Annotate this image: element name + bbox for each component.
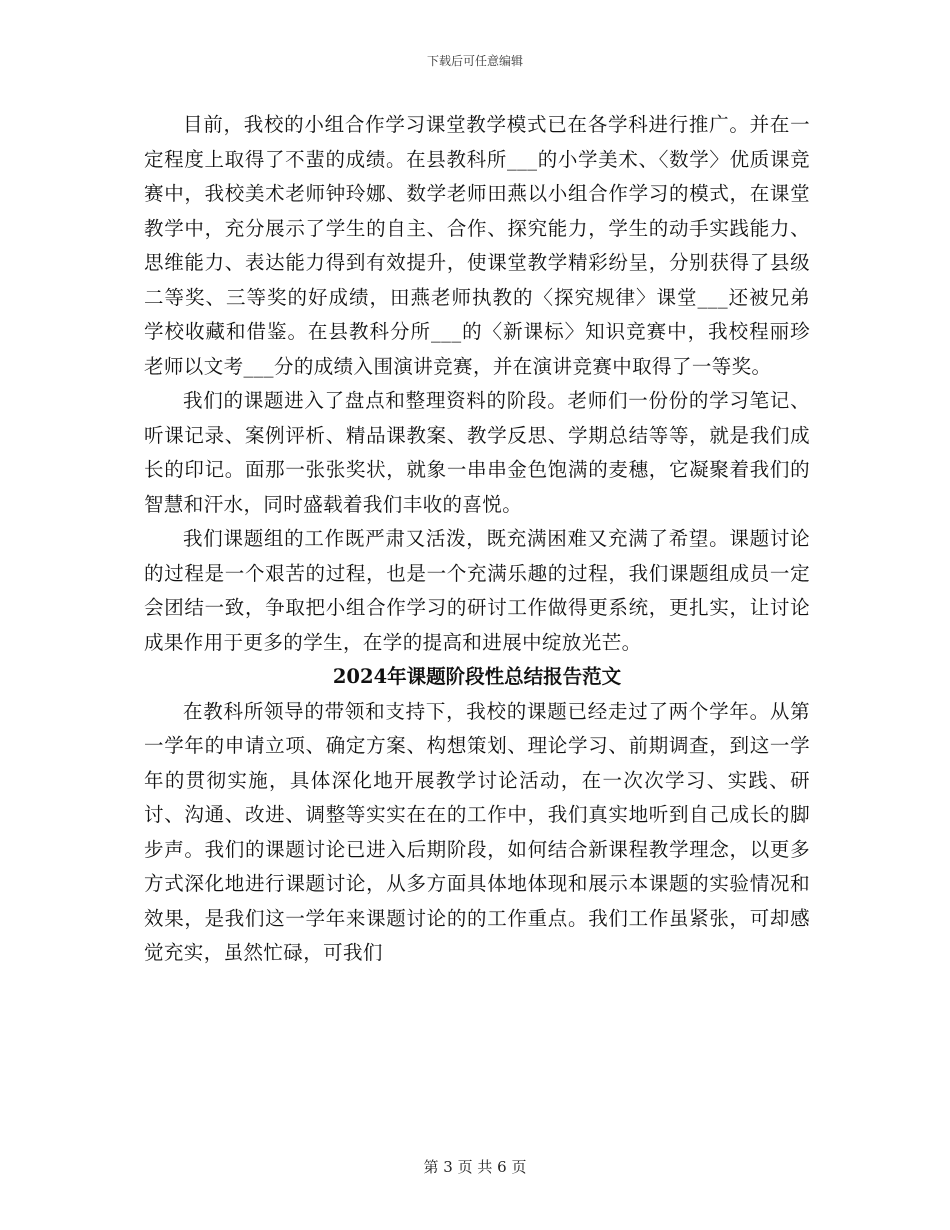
section-title: 2024年课题阶段性总结报告范文: [332, 665, 622, 688]
section-paragraph: 在教科所领导的带领和支持下，我校的课题已经走过了两个学年。从第一学年的申请立项、确定方案、构想策划、理论学习、前期调查，到这一学年的贯彻实施，具体深化地开展教学讨论活动，在一次次学习、实践、研讨、沟通、改进、调整等实实在在的工作中，我们真实地听到自己成长的脚步声。我们的课题讨论已进入后期阶段，如何结合新课程教学理念，以更多方式深化地进行课题讨论，从多方面具体地体现和展示本课题的实验情况和效果，是我们这一学年来课题讨论的的工作重点。我们工作虽紧张，可却感觉充实，虽然忙碌，可我们: [144, 699, 810, 964]
document-body: [144, 108, 810, 971]
page-footer-number: 第 3 页 共 6 页: [423, 1158, 527, 1176]
paragraph-2: 我们的课题进入了盘点和整理资料的阶段。老师们一份份的学习笔记、听课记录、案例评析、精品课教案、教学反思、学期总结等等，就是我们成长的印记。面那一张张奖状，就象一串串金色饱满的麦穗，它凝聚着我们的智慧和汗水，同时盛载着我们丰收的喜悦。: [144, 389, 810, 516]
page-header-note: 下载后可任意编辑: [426, 54, 523, 68]
paragraph-3: 我们课题组的工作既严肃又活泼，既充满困难又充满了希望。课题讨论的过程是一个艰苦的过程，也是一个充满乐趣的过程，我们课题组成员一定会团结一致，争取把小组合作学习的研讨工作做得更系统，更扎实，让讨论成果作用于更多的学生，在学的提高和进展中绽放光芒。: [144, 527, 810, 654]
paragraph-1: 目前，我校的小组合作学习课堂教学模式已在各学科进行推广。并在一定程度上取得了不蜚的成绩。在县教科所___的小学美术、〈数学〉优质课竞赛中，我校美术老师钟玲娜、数学老师田燕以小组合作学习的模式，在课堂教学中，充分展示了学生的自主、合作、探究能力，学生的动手实践能力、思维能力、表达能力得到有效提升，使课堂教学精彩纷呈，分别获得了县级二等奖、三等奖的好成绩，田燕老师执教的〈探究规律〉课堂___还被兄弟学校收藏和借鉴。在县教科分所___的〈新课标〉知识竞赛中，我校程丽珍老师以文考___分的成绩入围演讲竞赛，并在演讲竞赛中取得了一等奖。: [144, 113, 810, 378]
